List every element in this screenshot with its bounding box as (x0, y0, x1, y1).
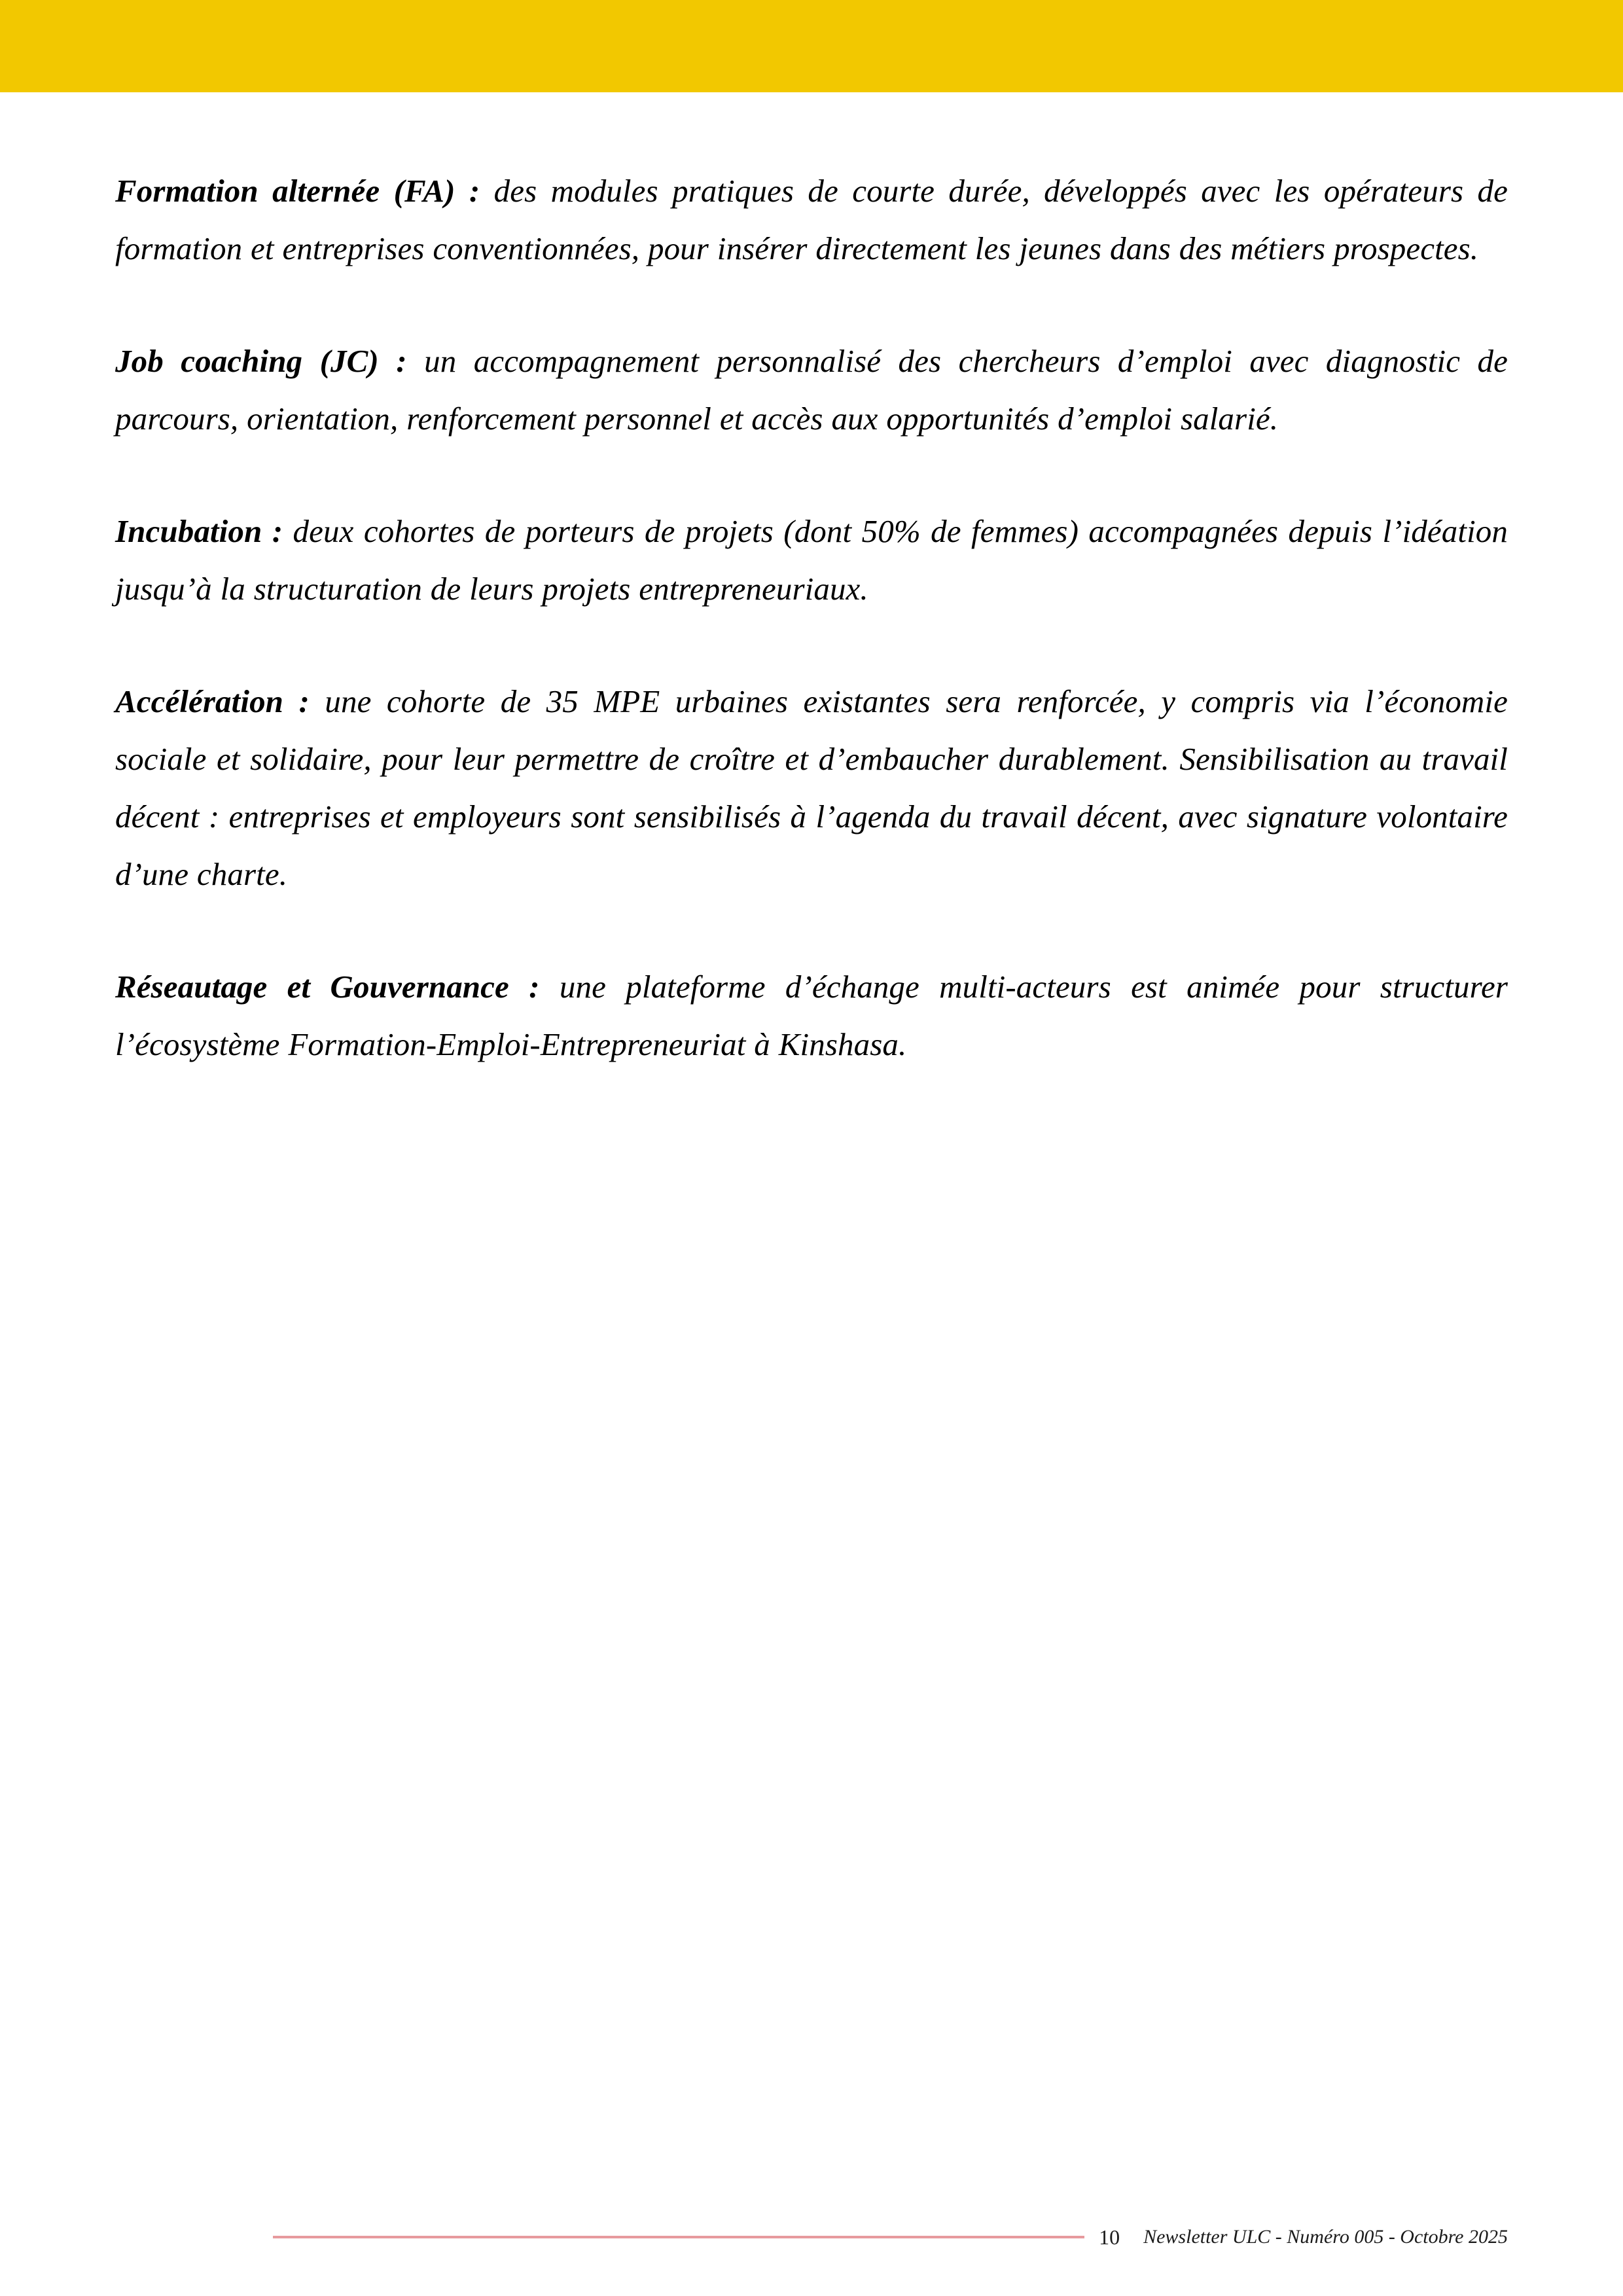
paragraph-job-coaching (115, 332, 1508, 448)
paragraph-reseautage-gouvernance (115, 958, 1508, 1073)
page-footer (0, 2217, 1623, 2257)
paragraph-text: un accompagnement personnalisé des chercheurs d’emploi avec diagnostic de parcours, orientation, renforcement personnel et accès aux opportunités d’emploi salarié. (115, 343, 1508, 437)
yellow-header-band (0, 0, 1623, 92)
paragraph-lead-label: Incubation : (115, 513, 283, 549)
paragraph-lead-label: Formation alternée (FA) : (115, 173, 480, 209)
paragraph-text: une cohorte de 35 MPE urbaines existantes sera renforcée, y compris via l’économie sociale et solidaire, pour leur permettre de croître et d’embaucher durablement. Sensibilisation au travail décent : entreprises et employeurs sont sensibilisés à l’agenda du travail décent, avec signature volontaire d’une charte. (115, 683, 1508, 892)
paragraph-acceleration (115, 673, 1508, 903)
article-body (115, 162, 1508, 1073)
footer-publication-info: Newsletter ULC - Numéro 005 - Octobre 2025 (1143, 2226, 1508, 2248)
footer-divider-rule (273, 2236, 1084, 2238)
paragraph-text: des modules pratiques de courte durée, développés avec les opérateurs de formation et entreprises conventionnées, pour insérer directement les jeunes dans des métiers prospectes. (115, 173, 1508, 266)
paragraph-lead-label: Accélération : (115, 683, 310, 719)
paragraph-lead-label: Réseautage et Gouvernance : (115, 969, 540, 1005)
paragraph-text: une plateforme d’échange multi-acteurs est animée pour structurer l’écosystème Formation-Emploi-Entrepreneuriat à Kinshasa. (115, 969, 1508, 1062)
paragraph-text: deux cohortes de porteurs de projets (dont 50% de femmes) accompagnées depuis l’idéation jusqu’à la structuration de leurs projets entrepreneuriaux. (115, 513, 1508, 607)
paragraph-lead-label: Job coaching (JC) : (115, 343, 407, 379)
paragraph-formation-alternee (115, 162, 1508, 278)
paragraph-incubation (115, 503, 1508, 618)
page-number: 10 (1099, 2225, 1120, 2249)
